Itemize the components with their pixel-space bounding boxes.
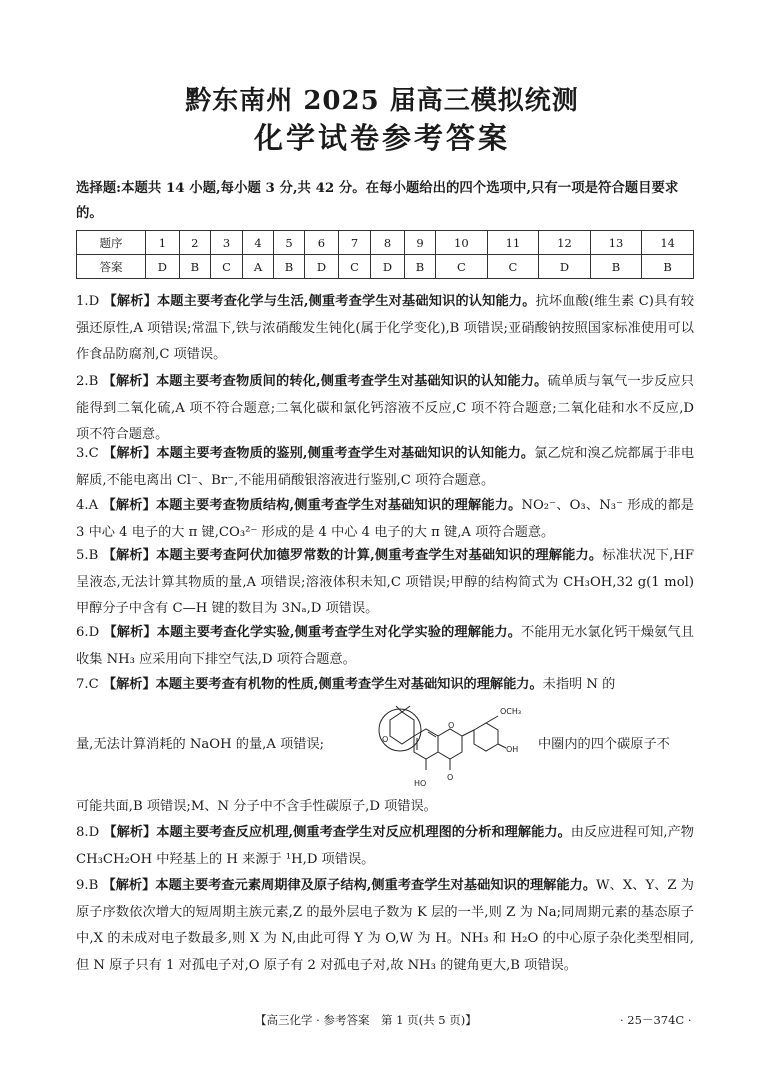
- item7-line2-right: 中圈内的四个碳原子不: [538, 737, 670, 752]
- item7-line3: 可能共面,B 项错误;M、N 分子中不含手性碳原子,D 项错误。: [76, 799, 437, 814]
- item-tag: 【解析】: [103, 294, 157, 309]
- page-title: 黔东南州 2025 届高三模拟统测: [185, 86, 579, 116]
- question-number-cell: 2: [179, 231, 210, 255]
- item-number: 6.D: [76, 625, 100, 640]
- label-oh: OH: [506, 745, 519, 754]
- item-tag: 【解析】: [103, 446, 157, 461]
- question-number-cell: 14: [642, 231, 694, 255]
- answer-cell: B: [179, 255, 210, 279]
- item-tag: 【解析】: [102, 878, 156, 893]
- item-body: 不能用无水氯化钙干燥氨气且收集 NH₃ 应采用向下排空气法,D 项符合题意。: [76, 625, 694, 667]
- item7-line2-left: 量,无法计算消耗的 NaOH 的量,A 项错误;: [76, 737, 325, 752]
- item-tag: 【解析】: [102, 498, 156, 513]
- item-number: 3.C: [76, 446, 99, 461]
- label-ho: HO: [414, 779, 427, 788]
- answer-cell: D: [305, 255, 339, 279]
- item-number: 7.C: [76, 677, 99, 692]
- question-number-cell: 3: [210, 231, 242, 255]
- molecule-structure: [378, 702, 538, 798]
- label-ring-o2: O: [382, 735, 389, 744]
- explanation-item: [76, 820, 694, 873]
- footer-code: · 25－374C ·: [620, 1013, 692, 1027]
- question-number-cell: 12: [539, 231, 591, 255]
- answer-cell: C: [436, 255, 488, 279]
- item-tag: 【解析】: [103, 625, 157, 640]
- answer-table: [76, 230, 694, 279]
- item-lead: 本题主要考查化学实验,侧重考查学生对化学实验的理解能力。: [156, 625, 522, 640]
- item-tag: 【解析】: [102, 677, 156, 692]
- item-lead: 本题主要考查物质结构,侧重考查学生对基础知识的理解能力。: [155, 498, 522, 513]
- item-number: 2.B: [76, 374, 99, 389]
- pyran-ring: [390, 712, 414, 744]
- answer-cell: D: [146, 255, 180, 279]
- item-lead: 本题主要考查元素周期律及原子结构,侧重考查学生对基础知识的理解能力。: [155, 878, 597, 893]
- label-och3: OCH₃: [500, 707, 522, 716]
- question-number-cell: 9: [404, 231, 435, 255]
- answer-cell: C: [338, 255, 370, 279]
- answer-cell: B: [273, 255, 304, 279]
- item-number: 5.B: [76, 548, 99, 563]
- explanation-item: [76, 672, 694, 699]
- explanation-item: [76, 369, 694, 449]
- item-lead: 本题主要考查物质的鉴别,侧重考查学生对基础知识的认知能力。: [156, 446, 535, 461]
- item-lead: 本题主要考查阿伏加德罗常数的计算,侧重考查学生对基础知识的理解能力。: [156, 548, 603, 563]
- answer-cell: B: [404, 255, 435, 279]
- aryl-ring: [474, 723, 498, 751]
- answer-cell: D: [371, 255, 405, 279]
- section-intro: 选择题:本题共 14 小题,每小题 3 分,共 42 分。在每小题给出的四个选项中,只有一项是符合题目要求的。: [76, 180, 679, 221]
- item-number: 8.D: [76, 825, 100, 840]
- question-number-cell: 1: [146, 231, 180, 255]
- highlight-circle: [379, 709, 421, 751]
- answer-cell: C: [210, 255, 242, 279]
- item-body: 抗坏血酸(维生素 C)具有较强还原性,A 项错误;常温下,铁与浓硝酸发生钝化(属于化学变化),B 项错误;亚硝酸钠按照国家标准使用可以作食品防腐剂,C 项错误。: [76, 294, 695, 362]
- item-body: 由反应进程可知,产物 CH₃CH₂OH 中羟基上的 H 来源于 ¹H,D 项错误。: [76, 825, 694, 867]
- item-body: NO₂⁻、O₃、N₃⁻ 形成的都是 3 中心 4 电子的大 π 键,CO₃²⁻ 形成的是 4 中心 4 电子的大 π 键,A 项符合题意。: [76, 498, 694, 540]
- question-number-cell: 6: [305, 231, 339, 255]
- item-tag: 【解析】: [102, 548, 157, 563]
- item-number: 4.A: [76, 498, 99, 513]
- question-number-cell: 13: [590, 231, 642, 255]
- question-number-cell: 10: [436, 231, 488, 255]
- answer-table-number-row: [77, 231, 694, 255]
- item-lead: 本题主要考查有机物的性质,侧重考查学生对基础知识的理解能力。: [155, 677, 543, 692]
- item-body: 氯乙烷和溴乙烷都属于非电解质,不能电离出 Cl⁻、Br⁻,不能用硝酸银溶液进行鉴别,C 项符合题意。: [76, 446, 695, 488]
- item-tag: 【解析】: [103, 825, 157, 840]
- answer-cell: B: [642, 255, 694, 279]
- chromanone-ring: [438, 729, 462, 759]
- item-lead: 本题主要考查物质间的转化,侧重考查学生对基础知识的认知能力。: [155, 374, 548, 389]
- item-body: 硫单质与氧气一步反应只能得到二氧化硫,A 项不符合题意;二氧化碳和氯化钙溶液不反应,C 项不符合题意;二氧化硅和水不反应,D 项不符合题意。: [76, 374, 694, 442]
- answer-cell: C: [487, 255, 539, 279]
- item-number: 1.D: [76, 294, 100, 309]
- explanation-item: [76, 289, 694, 369]
- row-label: 答案: [77, 255, 146, 279]
- footer-page-info: 【高三化学 · 参考答案 第 1 页(共 5 页)】: [255, 1013, 477, 1027]
- label-carbonyl-o: O: [447, 773, 454, 782]
- explanation-item: [76, 441, 694, 494]
- item-lead: 本题主要考查反应机理,侧重考查学生对反应机理图的分析和理解能力。: [156, 825, 571, 840]
- row-label: 题序: [77, 231, 146, 255]
- answer-table-answer-row: [77, 255, 694, 279]
- explanation-item: [76, 543, 694, 623]
- answer-cell: B: [590, 255, 642, 279]
- explanation-item: [76, 873, 694, 979]
- benzene-ring: [414, 729, 438, 759]
- item-lead: 本题主要考查化学与生活,侧重考查学生对基础知识的认知能力。: [156, 294, 536, 309]
- question-number-cell: 11: [487, 231, 539, 255]
- item-body: 未指明 N 的: [542, 677, 616, 692]
- item-body: 标准状况下,HF 呈液态,无法计算其物质的量,A 项错误;溶液体积未知,C 项错误;甲醇的结构简式为 CH₃OH,32 g(1 mol)甲醇分子中含有 C—H 键的数目为 3Nₐ,D 项错误。: [76, 548, 695, 616]
- item-tag: 【解析】: [102, 374, 156, 389]
- label-ring-o: O: [448, 721, 455, 730]
- question-number-cell: 8: [371, 231, 405, 255]
- question-number-cell: 7: [338, 231, 370, 255]
- question-number-cell: 5: [273, 231, 304, 255]
- explanation-item: [76, 493, 694, 546]
- answer-cell: D: [539, 255, 591, 279]
- item-body: W、X、Y、Z 为原子序数依次增大的短周期主族元素,Z 的最外层电子数为 K 层的一半,则 Z 为 Na;同周期元素的基态原子中,X 的未成对电子数最多,则 X 为 N,由此可得 Y 为 O,W 为 H。NH₃ 和 H₂O 的中心原子杂化类型相同,但 N 原子只有 1 对孤电子对,O 原子有 2 对孤电子对,故 NH₃ 的键角更大,B 项错误。: [76, 878, 694, 973]
- item-number: 9.B: [76, 878, 99, 893]
- explanation-item: [76, 620, 694, 673]
- page-subtitle: 化学试卷参考答案: [253, 121, 510, 155]
- answer-cell: A: [243, 255, 274, 279]
- question-number-cell: 4: [243, 231, 274, 255]
